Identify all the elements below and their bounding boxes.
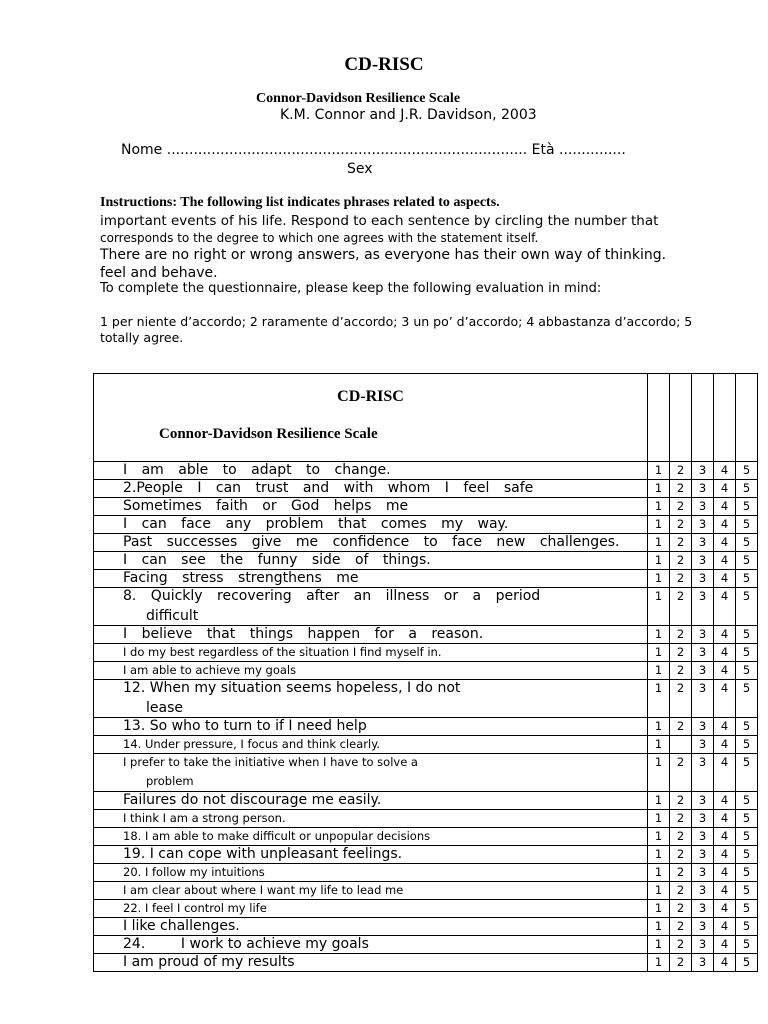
table-row bbox=[94, 882, 758, 900]
table-row bbox=[94, 680, 758, 718]
statement-text: 12. When my situation seems hopeless, I do not bbox=[123, 680, 461, 696]
instructions-line: There are no right or wrong answers, as everyone has their own way of thinking. bbox=[100, 247, 667, 263]
score-option-5[interactable]: 5 bbox=[736, 644, 758, 662]
score-option-5[interactable]: 5 bbox=[736, 846, 758, 864]
statement-cell bbox=[94, 644, 648, 662]
score-option-2[interactable]: 2 bbox=[670, 936, 692, 954]
statement-cell bbox=[94, 462, 648, 480]
score-option-4[interactable]: 4 bbox=[714, 516, 736, 534]
resilience-scale-table bbox=[93, 373, 758, 972]
score-option-3[interactable]: 3 bbox=[692, 828, 714, 846]
statement-text: 14. Under pressure, I focus and think clearly. bbox=[123, 737, 381, 751]
statement-cell bbox=[94, 828, 648, 846]
score-option-4[interactable]: 4 bbox=[714, 936, 736, 954]
score-option-1[interactable]: 1 bbox=[648, 462, 670, 480]
statement-cell bbox=[94, 570, 648, 588]
statement-text-continued: difficult bbox=[146, 608, 199, 624]
score-option-5[interactable]: 5 bbox=[736, 736, 758, 754]
score-option-1[interactable]: 1 bbox=[648, 736, 670, 754]
statement-text: I think I am a strong person. bbox=[123, 811, 286, 825]
table-row bbox=[94, 588, 758, 626]
score-option-2[interactable]: 2 bbox=[670, 534, 692, 552]
page-subtitle: Connor-Davidson Resilience Scale bbox=[256, 91, 461, 106]
score-option-4[interactable]: 4 bbox=[714, 864, 736, 882]
table-row bbox=[94, 534, 758, 552]
table-row bbox=[94, 498, 758, 516]
score-option-2[interactable]: 2 bbox=[670, 552, 692, 570]
statement-cell bbox=[94, 718, 648, 736]
score-option-3[interactable]: 3 bbox=[692, 736, 714, 754]
table-row bbox=[94, 810, 758, 828]
score-option-1[interactable]: 1 bbox=[648, 754, 670, 792]
score-option-1[interactable]: 1 bbox=[648, 534, 670, 552]
statement-cell bbox=[94, 680, 648, 718]
statement-text: 20. I follow my intuitions bbox=[123, 865, 265, 879]
score-option-5[interactable]: 5 bbox=[736, 954, 758, 972]
statement-text: 19. I can cope with unpleasant feelings. bbox=[123, 846, 403, 862]
table-header-row bbox=[94, 374, 758, 462]
statement-cell bbox=[94, 918, 648, 936]
score-option-1[interactable]: 1 bbox=[648, 718, 670, 736]
score-option-3[interactable]: 3 bbox=[692, 534, 714, 552]
score-option-1[interactable]: 1 bbox=[648, 480, 670, 498]
score-option-1[interactable]: 1 bbox=[648, 900, 670, 918]
score-option-4[interactable]: 4 bbox=[714, 792, 736, 810]
score-option-1[interactable]: 1 bbox=[648, 810, 670, 828]
score-option-4[interactable]: 4 bbox=[714, 828, 736, 846]
score-option-3[interactable]: 3 bbox=[692, 462, 714, 480]
score-option-1[interactable]: 1 bbox=[648, 626, 670, 644]
table-row bbox=[94, 480, 758, 498]
score-option-3[interactable]: 3 bbox=[692, 846, 714, 864]
table-row bbox=[94, 736, 758, 754]
score-option-4[interactable]: 4 bbox=[714, 570, 736, 588]
table-header-cell bbox=[94, 374, 648, 462]
statement-text-continued: lease bbox=[146, 700, 183, 716]
statement-cell bbox=[94, 846, 648, 864]
statement-cell bbox=[94, 516, 648, 534]
score-option-3[interactable]: 3 bbox=[692, 626, 714, 644]
score-option-2[interactable]: 2 bbox=[670, 754, 692, 792]
score-option-2[interactable]: 2 bbox=[670, 864, 692, 882]
score-option-5[interactable]: 5 bbox=[736, 718, 758, 736]
score-option-3[interactable]: 3 bbox=[692, 882, 714, 900]
score-option-2[interactable]: 2 bbox=[670, 900, 692, 918]
statement-cell bbox=[94, 552, 648, 570]
table-row bbox=[94, 754, 758, 792]
score-option-4[interactable]: 4 bbox=[714, 900, 736, 918]
table-row bbox=[94, 662, 758, 680]
score-option-4[interactable]: 4 bbox=[714, 588, 736, 626]
table-row bbox=[94, 626, 758, 644]
statement-text: I am able to achieve my goals bbox=[123, 663, 297, 677]
score-option-5[interactable]: 5 bbox=[736, 792, 758, 810]
score-option-5[interactable]: 5 bbox=[736, 534, 758, 552]
statement-text: 8. Quickly recovering after an illness or a period bbox=[123, 588, 541, 604]
score-column-header bbox=[714, 374, 736, 462]
statement-cell bbox=[94, 882, 648, 900]
score-option-3[interactable]: 3 bbox=[692, 644, 714, 662]
score-option-4[interactable]: 4 bbox=[714, 480, 736, 498]
score-option-4[interactable]: 4 bbox=[714, 754, 736, 792]
statement-cell bbox=[94, 936, 648, 954]
score-option-2[interactable]: 2 bbox=[670, 846, 692, 864]
score-option-3[interactable]: 3 bbox=[692, 918, 714, 936]
statement-cell bbox=[94, 498, 648, 516]
score-option-3[interactable]: 3 bbox=[692, 754, 714, 792]
table-row bbox=[94, 936, 758, 954]
score-option-1[interactable]: 1 bbox=[648, 662, 670, 680]
statement-cell bbox=[94, 954, 648, 972]
page-title: CD-RISC bbox=[344, 54, 424, 75]
score-option-2[interactable]: 2 bbox=[670, 516, 692, 534]
statement-text: 24. I work to achieve my goals bbox=[123, 936, 369, 952]
score-option-1[interactable]: 1 bbox=[648, 882, 670, 900]
score-option-4[interactable]: 4 bbox=[714, 552, 736, 570]
instructions-line: important events of his life. Respond to each sentence by circling the number that bbox=[100, 213, 659, 229]
rating-scale-legend: 1 per niente d’accordo; 2 raramente d’accordo; 3 un po’ d’accordo; 4 abbastanza d’accordo; 5 bbox=[100, 314, 693, 329]
rating-scale-legend: totally agree. bbox=[100, 330, 184, 345]
statement-cell bbox=[94, 754, 648, 792]
table-row bbox=[94, 900, 758, 918]
score-option-4[interactable]: 4 bbox=[714, 846, 736, 864]
score-option-3[interactable]: 3 bbox=[692, 516, 714, 534]
score-option-4[interactable]: 4 bbox=[714, 810, 736, 828]
score-option-4[interactable]: 4 bbox=[714, 736, 736, 754]
table-row bbox=[94, 570, 758, 588]
score-option-3[interactable]: 3 bbox=[692, 588, 714, 626]
statement-cell bbox=[94, 662, 648, 680]
score-option-4[interactable]: 4 bbox=[714, 718, 736, 736]
score-option-2[interactable]: 2 bbox=[670, 828, 692, 846]
score-option-4[interactable]: 4 bbox=[714, 882, 736, 900]
score-option-1[interactable]: 1 bbox=[648, 918, 670, 936]
table-row bbox=[94, 644, 758, 662]
table-row bbox=[94, 552, 758, 570]
statement-text: I do my best regardless of the situation I find myself in. bbox=[123, 645, 442, 659]
statement-text-continued: problem bbox=[146, 774, 194, 788]
authors-line: K.M. Connor and J.R. Davidson, 2003 bbox=[280, 107, 537, 123]
score-option-2[interactable]: 2 bbox=[670, 462, 692, 480]
score-option-3[interactable]: 3 bbox=[692, 570, 714, 588]
score-option-1[interactable]: 1 bbox=[648, 644, 670, 662]
table-row bbox=[94, 516, 758, 534]
score-option-1[interactable]: 1 bbox=[648, 498, 670, 516]
score-option-4[interactable]: 4 bbox=[714, 462, 736, 480]
score-option-1[interactable]: 1 bbox=[648, 846, 670, 864]
statement-cell bbox=[94, 864, 648, 882]
statement-text: Facing stress strengthens me bbox=[123, 570, 359, 586]
statement-text: 18. I am able to make difficult or unpopular decisions bbox=[123, 829, 431, 843]
score-option-5[interactable]: 5 bbox=[736, 828, 758, 846]
score-option-2[interactable]: 2 bbox=[670, 882, 692, 900]
statement-text: I prefer to take the initiative when I have to solve a bbox=[123, 755, 418, 769]
statement-text: Failures do not discourage me easily. bbox=[123, 792, 382, 808]
score-option-4[interactable]: 4 bbox=[714, 954, 736, 972]
score-option-2[interactable]: 2 bbox=[670, 480, 692, 498]
statement-text: I am clear about where I want my life to lead me bbox=[123, 883, 404, 897]
score-option-1[interactable]: 1 bbox=[648, 570, 670, 588]
statement-cell bbox=[94, 534, 648, 552]
score-option-4[interactable]: 4 bbox=[714, 498, 736, 516]
score-option-1[interactable]: 1 bbox=[648, 792, 670, 810]
instructions-heading: Instructions: The following list indicates phrases related to aspects. bbox=[100, 195, 500, 210]
score-option-5[interactable]: 5 bbox=[736, 936, 758, 954]
statement-text: I believe that things happen for a reason. bbox=[123, 626, 484, 642]
score-option-2[interactable]: 2 bbox=[670, 644, 692, 662]
statement-cell bbox=[94, 810, 648, 828]
score-option-2[interactable] bbox=[670, 736, 692, 754]
score-option-5[interactable]: 5 bbox=[736, 662, 758, 680]
score-option-3[interactable]: 3 bbox=[692, 792, 714, 810]
score-option-5[interactable]: 5 bbox=[736, 480, 758, 498]
score-option-3[interactable]: 3 bbox=[692, 810, 714, 828]
statement-text: I like challenges. bbox=[123, 918, 240, 934]
score-option-1[interactable]: 1 bbox=[648, 552, 670, 570]
score-option-4[interactable]: 4 bbox=[714, 662, 736, 680]
score-option-4[interactable]: 4 bbox=[714, 534, 736, 552]
statement-text: 2.People I can trust and with whom I feel safe bbox=[123, 480, 534, 496]
score-option-1[interactable]: 1 bbox=[648, 864, 670, 882]
score-option-2[interactable]: 2 bbox=[670, 718, 692, 736]
score-option-5[interactable]: 5 bbox=[736, 570, 758, 588]
score-option-2[interactable]: 2 bbox=[670, 810, 692, 828]
score-option-2[interactable]: 2 bbox=[670, 954, 692, 972]
statement-text: Sometimes faith or God helps me bbox=[123, 498, 409, 514]
score-option-2[interactable]: 2 bbox=[670, 918, 692, 936]
statement-text: Past successes give me confidence to face new challenges. bbox=[123, 534, 620, 550]
table-row bbox=[94, 792, 758, 810]
score-option-1[interactable]: 1 bbox=[648, 516, 670, 534]
instructions-line: feel and behave. bbox=[100, 265, 218, 281]
score-option-1[interactable]: 1 bbox=[648, 954, 670, 972]
statement-text: 13. So who to turn to if I need help bbox=[123, 718, 367, 734]
statement-cell bbox=[94, 792, 648, 810]
score-option-5[interactable]: 5 bbox=[736, 918, 758, 936]
score-option-5[interactable]: 5 bbox=[736, 588, 758, 626]
score-option-2[interactable]: 2 bbox=[670, 626, 692, 644]
table-title: CD-RISC bbox=[337, 388, 404, 405]
table-row bbox=[94, 846, 758, 864]
score-option-4[interactable]: 4 bbox=[714, 626, 736, 644]
score-option-1[interactable]: 1 bbox=[648, 680, 670, 718]
statement-cell bbox=[94, 588, 648, 626]
score-option-3[interactable]: 3 bbox=[692, 552, 714, 570]
score-option-3[interactable]: 3 bbox=[692, 718, 714, 736]
score-option-5[interactable]: 5 bbox=[736, 516, 758, 534]
score-option-5[interactable]: 5 bbox=[736, 626, 758, 644]
score-option-3[interactable]: 3 bbox=[692, 662, 714, 680]
table-subtitle: Connor-Davidson Resilience Scale bbox=[159, 426, 378, 442]
score-option-3[interactable]: 3 bbox=[692, 680, 714, 718]
statement-text: I can face any problem that comes my way. bbox=[123, 516, 509, 532]
score-option-5[interactable]: 5 bbox=[736, 680, 758, 718]
score-option-3[interactable]: 3 bbox=[692, 936, 714, 954]
score-option-3[interactable]: 3 bbox=[692, 864, 714, 882]
score-option-2[interactable]: 2 bbox=[670, 498, 692, 516]
score-option-4[interactable]: 4 bbox=[714, 644, 736, 662]
score-option-5[interactable]: 5 bbox=[736, 810, 758, 828]
score-option-1[interactable]: 1 bbox=[648, 936, 670, 954]
instructions-line: To complete the questionnaire, please keep the following evaluation in mind: bbox=[100, 281, 602, 296]
name-age-line: Nome ................................................................................. Età ............... bbox=[121, 142, 626, 158]
score-option-1[interactable]: 1 bbox=[648, 588, 670, 626]
score-column-header bbox=[670, 374, 692, 462]
table-row bbox=[94, 918, 758, 936]
score-option-3[interactable]: 3 bbox=[692, 480, 714, 498]
statement-text: I can see the funny side of things. bbox=[123, 552, 431, 568]
statement-cell bbox=[94, 480, 648, 498]
table-row bbox=[94, 828, 758, 846]
score-column-header bbox=[692, 374, 714, 462]
score-option-2[interactable]: 2 bbox=[670, 792, 692, 810]
statement-text: I am proud of my results bbox=[123, 954, 295, 970]
table-row bbox=[94, 864, 758, 882]
score-column-header bbox=[648, 374, 670, 462]
score-option-5[interactable]: 5 bbox=[736, 462, 758, 480]
score-option-4[interactable]: 4 bbox=[714, 918, 736, 936]
instructions-line: corresponds to the degree to which one agrees with the statement itself. bbox=[100, 231, 539, 245]
score-column-header bbox=[736, 374, 758, 462]
score-option-1[interactable]: 1 bbox=[648, 828, 670, 846]
statement-cell bbox=[94, 900, 648, 918]
statement-text: I am able to adapt to change. bbox=[123, 462, 391, 478]
score-option-2[interactable]: 2 bbox=[670, 680, 692, 718]
score-option-3[interactable]: 3 bbox=[692, 498, 714, 516]
statement-cell bbox=[94, 626, 648, 644]
score-option-5[interactable]: 5 bbox=[736, 900, 758, 918]
score-option-2[interactable]: 2 bbox=[670, 662, 692, 680]
score-option-2[interactable]: 2 bbox=[670, 588, 692, 626]
score-option-5[interactable]: 5 bbox=[736, 498, 758, 516]
score-option-5[interactable]: 5 bbox=[736, 882, 758, 900]
score-option-4[interactable]: 4 bbox=[714, 680, 736, 718]
table-row bbox=[94, 462, 758, 480]
sex-label: Sex bbox=[347, 161, 373, 177]
score-option-2[interactable]: 2 bbox=[670, 570, 692, 588]
statement-cell bbox=[94, 736, 648, 754]
score-option-5[interactable]: 5 bbox=[736, 754, 758, 792]
table-row bbox=[94, 718, 758, 736]
score-option-5[interactable]: 5 bbox=[736, 864, 758, 882]
score-option-3[interactable]: 3 bbox=[692, 954, 714, 972]
score-option-3[interactable]: 3 bbox=[692, 900, 714, 918]
table-row bbox=[94, 954, 758, 972]
statement-text: 22. I feel I control my life bbox=[123, 901, 267, 915]
score-option-5[interactable]: 5 bbox=[736, 552, 758, 570]
